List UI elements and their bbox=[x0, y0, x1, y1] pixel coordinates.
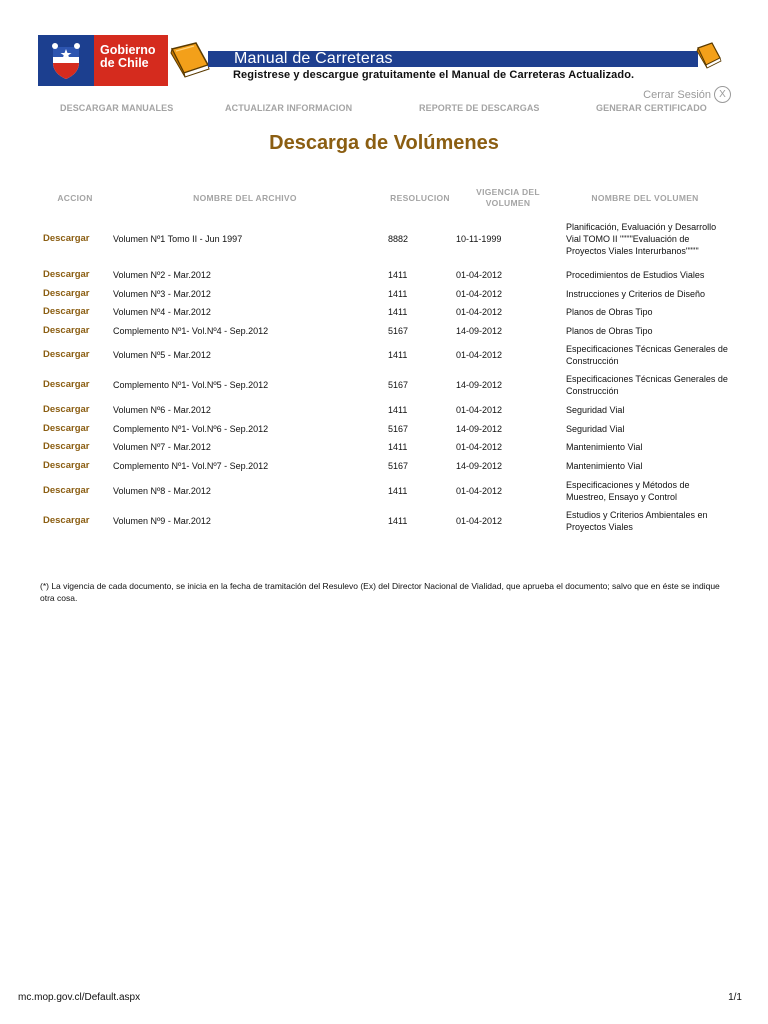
coat-of-arms-icon bbox=[38, 35, 94, 86]
col-header-vigencia bbox=[458, 187, 558, 209]
effective-date: 01-04-2012 bbox=[456, 307, 503, 317]
table-row bbox=[0, 477, 768, 505]
table-row bbox=[0, 322, 768, 340]
file-name: Volumen Nº4 - Mar.2012 bbox=[113, 307, 211, 317]
volume-name: Especificaciones Técnicas Generales de Construcción bbox=[566, 374, 728, 396]
volume-name: Planos de Obras Tipo bbox=[566, 307, 653, 317]
logout-label: Cerrar Sesión bbox=[643, 88, 711, 101]
download-link[interactable]: Descargar bbox=[43, 404, 90, 415]
table-row bbox=[0, 438, 768, 456]
effective-date: 14-09-2012 bbox=[456, 326, 503, 336]
table-row bbox=[0, 285, 768, 303]
nav-descargar-manuales[interactable]: DESCARGAR MANUALES bbox=[60, 103, 174, 113]
table-row bbox=[0, 266, 768, 284]
resolution-number: 8882 bbox=[388, 234, 409, 244]
file-name: Volumen Nº2 - Mar.2012 bbox=[113, 270, 211, 280]
download-link[interactable]: Descargar bbox=[43, 269, 90, 280]
file-name: Volumen Nº6 - Mar.2012 bbox=[113, 405, 211, 415]
file-name: Volumen Nº8 - Mar.2012 bbox=[113, 486, 211, 496]
volume-name: Instrucciones y Criterios de Diseño bbox=[566, 289, 706, 299]
file-name: Volumen Nº1 Tomo II - Jun 1997 bbox=[113, 234, 243, 244]
effective-date: 14-09-2012 bbox=[456, 380, 503, 390]
table-row bbox=[0, 401, 768, 419]
gov-wordmark bbox=[94, 35, 168, 86]
file-name: Complemento Nº1- Vol.Nº5 - Sep.2012 bbox=[113, 380, 269, 390]
table-row bbox=[0, 371, 768, 399]
download-link[interactable]: Descargar bbox=[43, 349, 90, 360]
effective-date: 01-04-2012 bbox=[456, 289, 503, 299]
print-footer-page-number: 1/1 bbox=[728, 992, 742, 1003]
download-link[interactable]: Descargar bbox=[43, 325, 90, 336]
table-row bbox=[0, 341, 768, 369]
table-row bbox=[0, 420, 768, 438]
gov-wordmark-line1: Gobierno bbox=[100, 43, 156, 57]
effective-date: 01-04-2012 bbox=[456, 486, 503, 496]
download-link[interactable]: Descargar bbox=[43, 515, 90, 526]
effective-date: 14-09-2012 bbox=[456, 461, 503, 471]
file-name: Volumen Nº7 - Mar.2012 bbox=[113, 442, 211, 452]
file-name: Volumen Nº5 - Mar.2012 bbox=[113, 350, 211, 360]
resolution-number: 1411 bbox=[388, 350, 408, 360]
effective-date: 10-11-1999 bbox=[456, 234, 502, 244]
volume-name: Mantenimiento Vial bbox=[566, 461, 643, 471]
validity-footnote: (*) La vigencia de cada documento, se inicia en la fecha de tramitación del Resulevo (Ex) del Director Nacional de Vialidad, que aprueba el documento; salvo que en éste se indique otra cosa. bbox=[40, 581, 720, 603]
download-link[interactable]: Descargar bbox=[43, 460, 90, 471]
gov-wordmark-line2: de Chile bbox=[100, 56, 149, 70]
col-header-accion: ACCION bbox=[57, 193, 93, 203]
nav-generar-certificado[interactable]: GENERAR CERTIFICADO bbox=[596, 103, 707, 113]
logout-button[interactable] bbox=[643, 86, 731, 103]
volume-name: Seguridad Vial bbox=[566, 424, 625, 434]
download-link[interactable]: Descargar bbox=[43, 306, 90, 317]
resolution-number: 1411 bbox=[388, 442, 408, 452]
gobierno-de-chile-logo bbox=[38, 35, 168, 86]
download-link[interactable]: Descargar bbox=[43, 233, 90, 244]
resolution-number: 1411 bbox=[388, 516, 408, 526]
download-link[interactable]: Descargar bbox=[43, 441, 90, 452]
manual-book-icon-right bbox=[694, 40, 724, 77]
col-header-nombre-archivo: NOMBRE DEL ARCHIVO bbox=[193, 193, 297, 203]
download-link[interactable]: Descargar bbox=[43, 288, 90, 299]
resolution-number: 1411 bbox=[388, 405, 408, 415]
nav-reporte-de-descargas[interactable]: REPORTE DE DESCARGAS bbox=[419, 103, 540, 113]
volume-name: Planos de Obras Tipo bbox=[566, 326, 653, 336]
file-name: Complemento Nº1- Vol.Nº6 - Sep.2012 bbox=[113, 424, 269, 434]
table-row bbox=[0, 212, 768, 266]
table-row bbox=[0, 507, 768, 535]
table-row bbox=[0, 303, 768, 321]
volume-name: Planificación, Evaluación y Desarrollo Vial TOMO II """"Evaluación de Proyectos Viales Interurbanos"""" bbox=[566, 222, 717, 256]
nav-actualizar-informacion[interactable]: ACTUALIZAR INFORMACION bbox=[225, 103, 353, 113]
resolution-number: 1411 bbox=[388, 307, 408, 317]
effective-date: 01-04-2012 bbox=[456, 350, 503, 360]
file-name: Complemento Nº1- Vol.Nº7 - Sep.2012 bbox=[113, 461, 269, 471]
table-row bbox=[0, 457, 768, 475]
close-icon[interactable]: X bbox=[714, 86, 731, 103]
volume-name: Estudios y Criterios Ambientales en Proyectos Viales bbox=[566, 510, 708, 532]
col-header-resolucion: RESOLUCION bbox=[390, 193, 450, 203]
banner-subtitle: Registrese y descargue gratuitamente el Manual de Carreteras Actualizado. bbox=[233, 69, 635, 81]
resolution-number: 5167 bbox=[388, 380, 409, 390]
download-link[interactable]: Descargar bbox=[43, 485, 90, 496]
banner-title: Manual de Carreteras bbox=[234, 50, 393, 67]
effective-date: 01-04-2012 bbox=[456, 442, 503, 452]
print-footer-url: mc.mop.gov.cl/Default.aspx bbox=[18, 992, 141, 1003]
effective-date: 01-04-2012 bbox=[456, 405, 503, 415]
download-link[interactable]: Descargar bbox=[43, 423, 90, 434]
resolution-number: 5167 bbox=[388, 424, 409, 434]
volume-name: Mantenimiento Vial bbox=[566, 442, 643, 452]
file-name: Volumen Nº3 - Mar.2012 bbox=[113, 289, 211, 299]
resolution-number: 1411 bbox=[388, 289, 408, 299]
volume-name: Especificaciones y Métodos de Muestreo, Ensayo y Control bbox=[566, 480, 690, 502]
col-header-vigencia-line1: VIGENCIA DEL bbox=[476, 187, 540, 197]
volume-name: Especificaciones Técnicas Generales de Construcción bbox=[566, 344, 728, 366]
resolution-number: 1411 bbox=[388, 270, 408, 280]
main-nav bbox=[0, 103, 768, 117]
file-name: Volumen Nº9 - Mar.2012 bbox=[113, 516, 211, 526]
effective-date: 01-04-2012 bbox=[456, 516, 503, 526]
resolution-number: 5167 bbox=[388, 326, 409, 336]
volume-name: Seguridad Vial bbox=[566, 405, 625, 415]
effective-date: 14-09-2012 bbox=[456, 424, 503, 434]
resolution-number: 1411 bbox=[388, 486, 408, 496]
download-link[interactable]: Descargar bbox=[43, 379, 90, 390]
col-header-nombre-volumen: NOMBRE DEL VOLUMEN bbox=[591, 193, 699, 203]
volume-name: Procedimientos de Estudios Viales bbox=[566, 270, 705, 280]
col-header-vigencia-line2: VOLUMEN bbox=[485, 198, 531, 208]
page-title: Descarga de Volúmenes bbox=[269, 132, 499, 154]
effective-date: 01-04-2012 bbox=[456, 270, 503, 280]
resolution-number: 5167 bbox=[388, 461, 409, 471]
manual-book-icon bbox=[166, 39, 214, 86]
file-name: Complemento Nº1- Vol.Nº4 - Sep.2012 bbox=[113, 326, 269, 336]
